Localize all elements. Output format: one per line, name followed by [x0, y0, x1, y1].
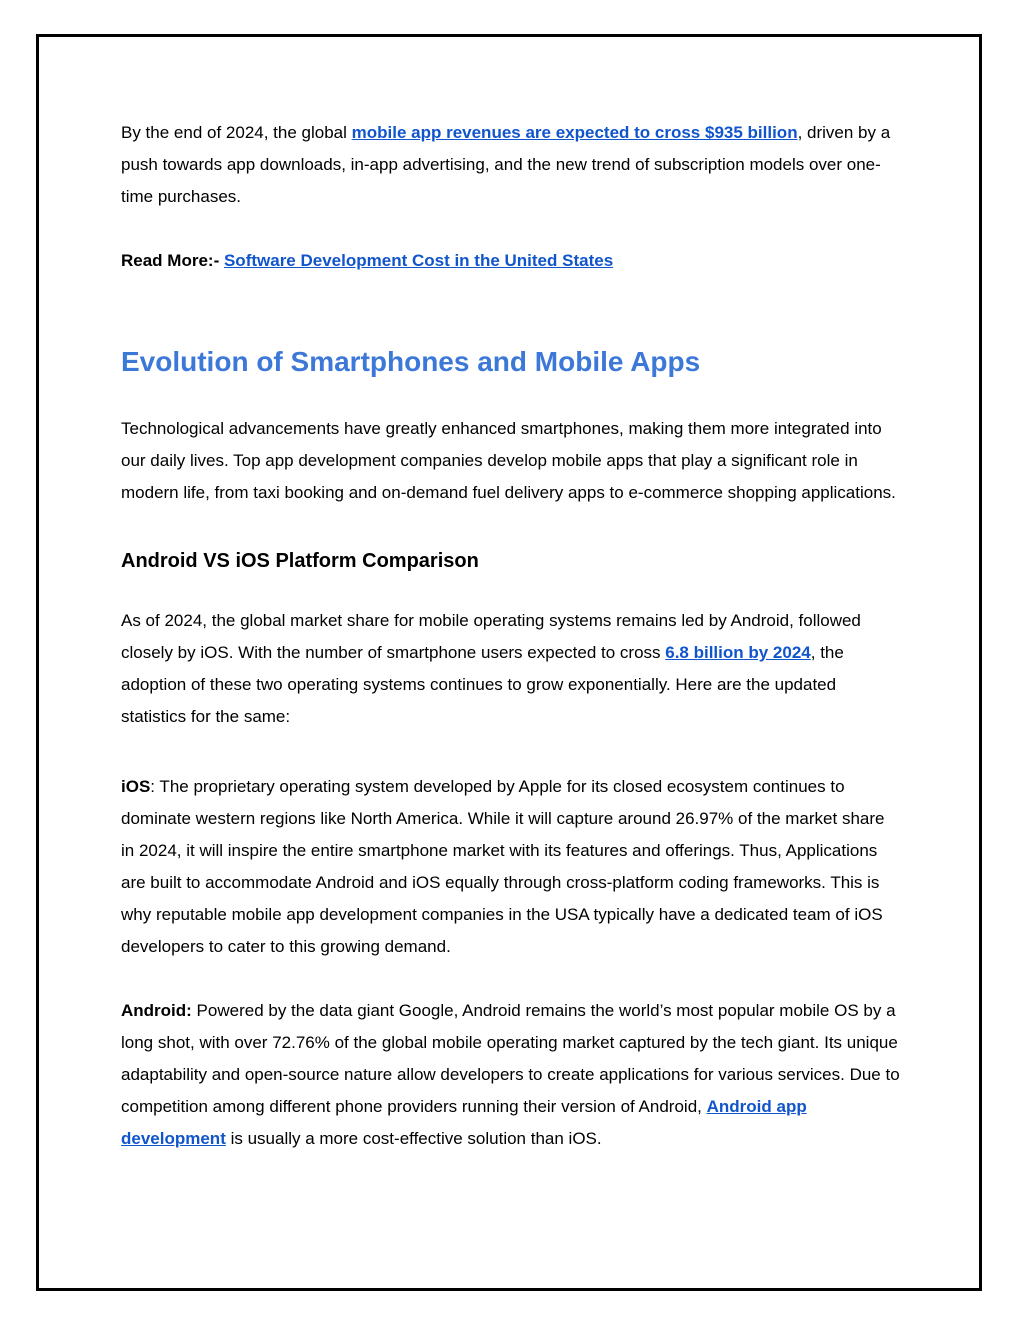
paragraph-market-share: [121, 605, 901, 733]
paragraph-text: is usually a more cost-effective solution than iOS.: [225, 1129, 602, 1148]
read-more: [121, 245, 901, 277]
read-more-label: Read More:-: [121, 251, 224, 270]
section-heading: [121, 345, 901, 379]
paragraph-revenue: [121, 117, 901, 213]
users-link[interactable]: 6.8 billion by 2024: [665, 643, 811, 662]
paragraph-text: Powered by the data giant Google, Android remains the world’s most popular mobile OS by a long shot, with over 72.76% of the global mobile operating market captured by the tech giant. Its unique adaptability and open-source nature allow developers to create applications for various services. Due to competition among different phone providers running their version of Android,: [121, 1001, 900, 1116]
subsection-heading: Android VS iOS Platform Comparison: [121, 550, 479, 572]
paragraph-text: As of 2024, the global market share for mobile operating systems remains led by Android, followed closely by iOS. With the number of smartphone users expected to cross: [121, 611, 861, 662]
section-heading-text: Evolution of Smartphones and Mobile Apps: [121, 346, 701, 377]
paragraph-text: , the adoption of these two operating systems continues to grow exponentially. Here are the updated statistics for the same:: [121, 643, 844, 726]
paragraph-android: [121, 995, 901, 1155]
document-body: [121, 117, 901, 1155]
android-label: Android:: [121, 1001, 192, 1020]
paragraph-text: By the end of 2024, the global: [121, 123, 352, 142]
paragraph-text: : The proprietary operating system developed by Apple for its closed ecosystem continues to dominate western regions like North America. While it will capture around 26.97% of the market share in 2024, it will inspire the entire smartphone market with its features and offerings. Thus, Applications are built to accommodate Android and iOS equally through cross-platform coding frameworks. This is why reputable mobile app development companies in the USA typically have a dedicated team of iOS developers to cater to this growing demand.: [121, 777, 885, 956]
android-dev-link[interactable]: Android app development: [121, 1097, 807, 1148]
paragraph-text: , driven by a push towards app downloads, in-app advertising, and the new trend of subscription models over one-time purchases.: [121, 123, 891, 206]
paragraph-evolution: Technological advancements have greatly enhanced smartphones, making them more integrated into our daily lives. Top app development companies develop mobile apps that play a significant role in modern life, from taxi booking and on-demand fuel delivery apps to e-commerce shopping applications.: [121, 419, 896, 502]
ios-label: iOS: [121, 777, 151, 796]
paragraph-ios: [121, 771, 901, 963]
revenue-link[interactable]: mobile app revenues are expected to cross $935 billion: [351, 123, 798, 142]
read-more-link[interactable]: Software Development Cost in the United States: [223, 251, 614, 270]
